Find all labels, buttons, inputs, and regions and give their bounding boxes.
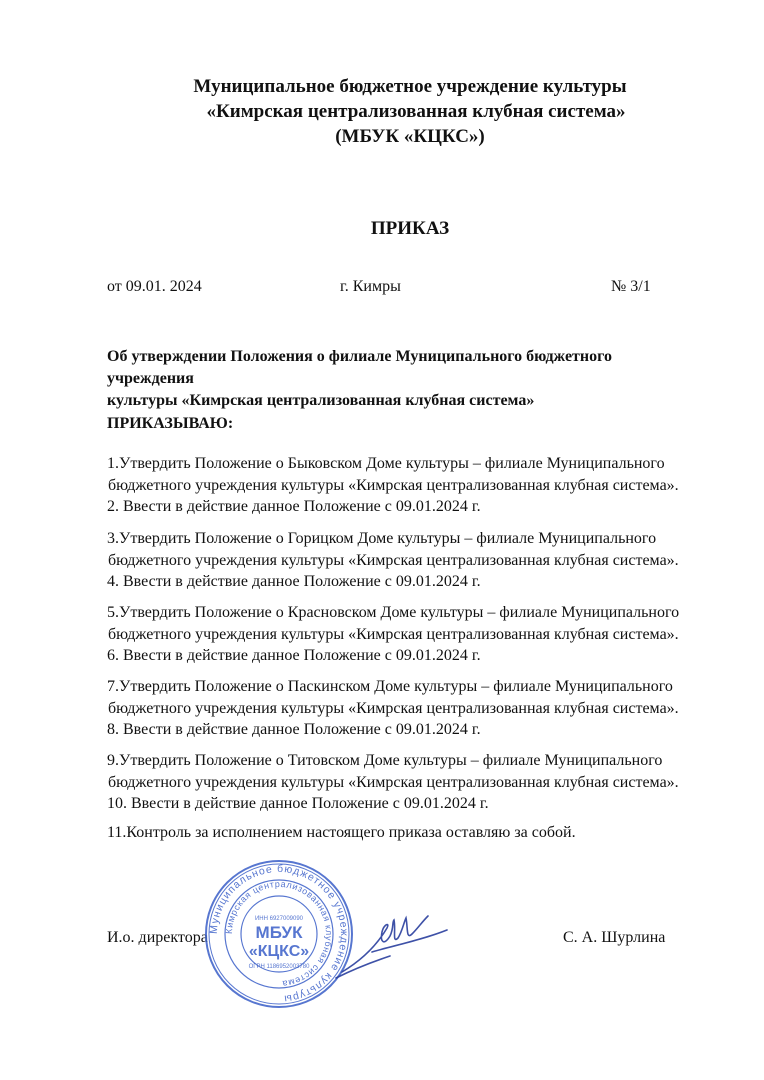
- stamp-center-line1: МБУК: [255, 923, 303, 942]
- order-item-3: [107, 602, 707, 667]
- item-line: 10. Ввести в действие данное Положение с 09.01.2024 г.: [107, 795, 489, 812]
- item-line: бюджетного учреждения культуры «Кимрская централизованная клубная система».: [108, 551, 679, 569]
- stamp-inn: ИНН 6927009090: [254, 916, 304, 922]
- item-line: бюджетного учреждения культуры «Кимрская централизованная клубная система».: [108, 476, 679, 494]
- order-item-5: [107, 750, 707, 815]
- signatory-position: И.о. директора: [107, 929, 208, 946]
- order-item-1: [107, 453, 707, 518]
- stamp-outer-text: Муниципальное бюджетное учреждение культуры: [207, 862, 351, 1005]
- stamp-ogrn: ОГРН 1186952003780: [248, 964, 310, 970]
- signature-scribble-icon: [332, 900, 452, 980]
- order-number: № 3/1: [611, 278, 651, 295]
- order-subject: [107, 346, 697, 412]
- item-line: 3.Утвердить Положение о Горицком Доме культуры – филиале Муниципального: [107, 530, 657, 547]
- item-line: 5.Утвердить Положение о Красновском Доме культуры – филиале Муниципального: [107, 604, 680, 621]
- control-clause: 11.Контроль за исполнением настоящего приказа оставляю за собой.: [107, 824, 576, 841]
- item-line: бюджетного учреждения культуры «Кимрская централизованная клубная система».: [108, 625, 679, 643]
- item-line: 2. Ввести в действие данное Положение с 09.01.2024 г.: [107, 498, 481, 515]
- document-title: ПРИКАЗ: [370, 218, 450, 239]
- org-short-name: (МБУК «КЦКС»): [335, 126, 485, 147]
- order-date: от 09.01. 2024: [107, 278, 202, 295]
- order-keyword: ПРИКАЗЫВАЮ:: [107, 415, 234, 432]
- handwritten-signature: [332, 900, 452, 980]
- item-line: 7.Утвердить Положение о Паскинском Доме культуры – филиале Муниципального: [107, 678, 673, 695]
- order-city: г. Кимры: [340, 278, 401, 295]
- item-line: 4. Ввести в действие данное Положение с 09.01.2024 г.: [107, 573, 481, 590]
- org-name-line1: Муниципальное бюджетное учреждение культуры: [193, 76, 627, 97]
- item-line: бюджетного учреждения культуры «Кимрская централизованная клубная система».: [108, 699, 679, 717]
- subject-line1: Об утверждении Положения о филиале Муниципального бюджетного учреждения: [107, 348, 612, 387]
- item-line: 6. Ввести в действие данное Положение с 09.01.2024 г.: [107, 647, 481, 664]
- stamp-inner-text: Кимрская централизованная клубная система: [223, 878, 335, 989]
- item-line: 8. Ввести в действие данное Положение с 09.01.2024 г.: [107, 721, 481, 738]
- stamp-center-line2: «КЦКС»: [248, 943, 310, 960]
- subject-line2: культуры «Кимрская централизованная клубная система»: [107, 392, 535, 409]
- item-line: бюджетного учреждения культуры «Кимрская централизованная клубная система».: [108, 773, 679, 791]
- order-item-4: [107, 676, 707, 741]
- item-line: 1.Утвердить Положение о Быковском Доме культуры – филиале Муниципального: [107, 455, 665, 472]
- organization-header: [150, 74, 670, 149]
- signatory-name: С. А. Шурлина: [563, 929, 666, 946]
- item-line: 9.Утвердить Положение о Титовском Доме культуры – филиале Муниципального: [107, 752, 663, 769]
- org-name-line2: «Кимрская централизованная клубная система»: [206, 101, 626, 122]
- order-item-2: [107, 528, 707, 593]
